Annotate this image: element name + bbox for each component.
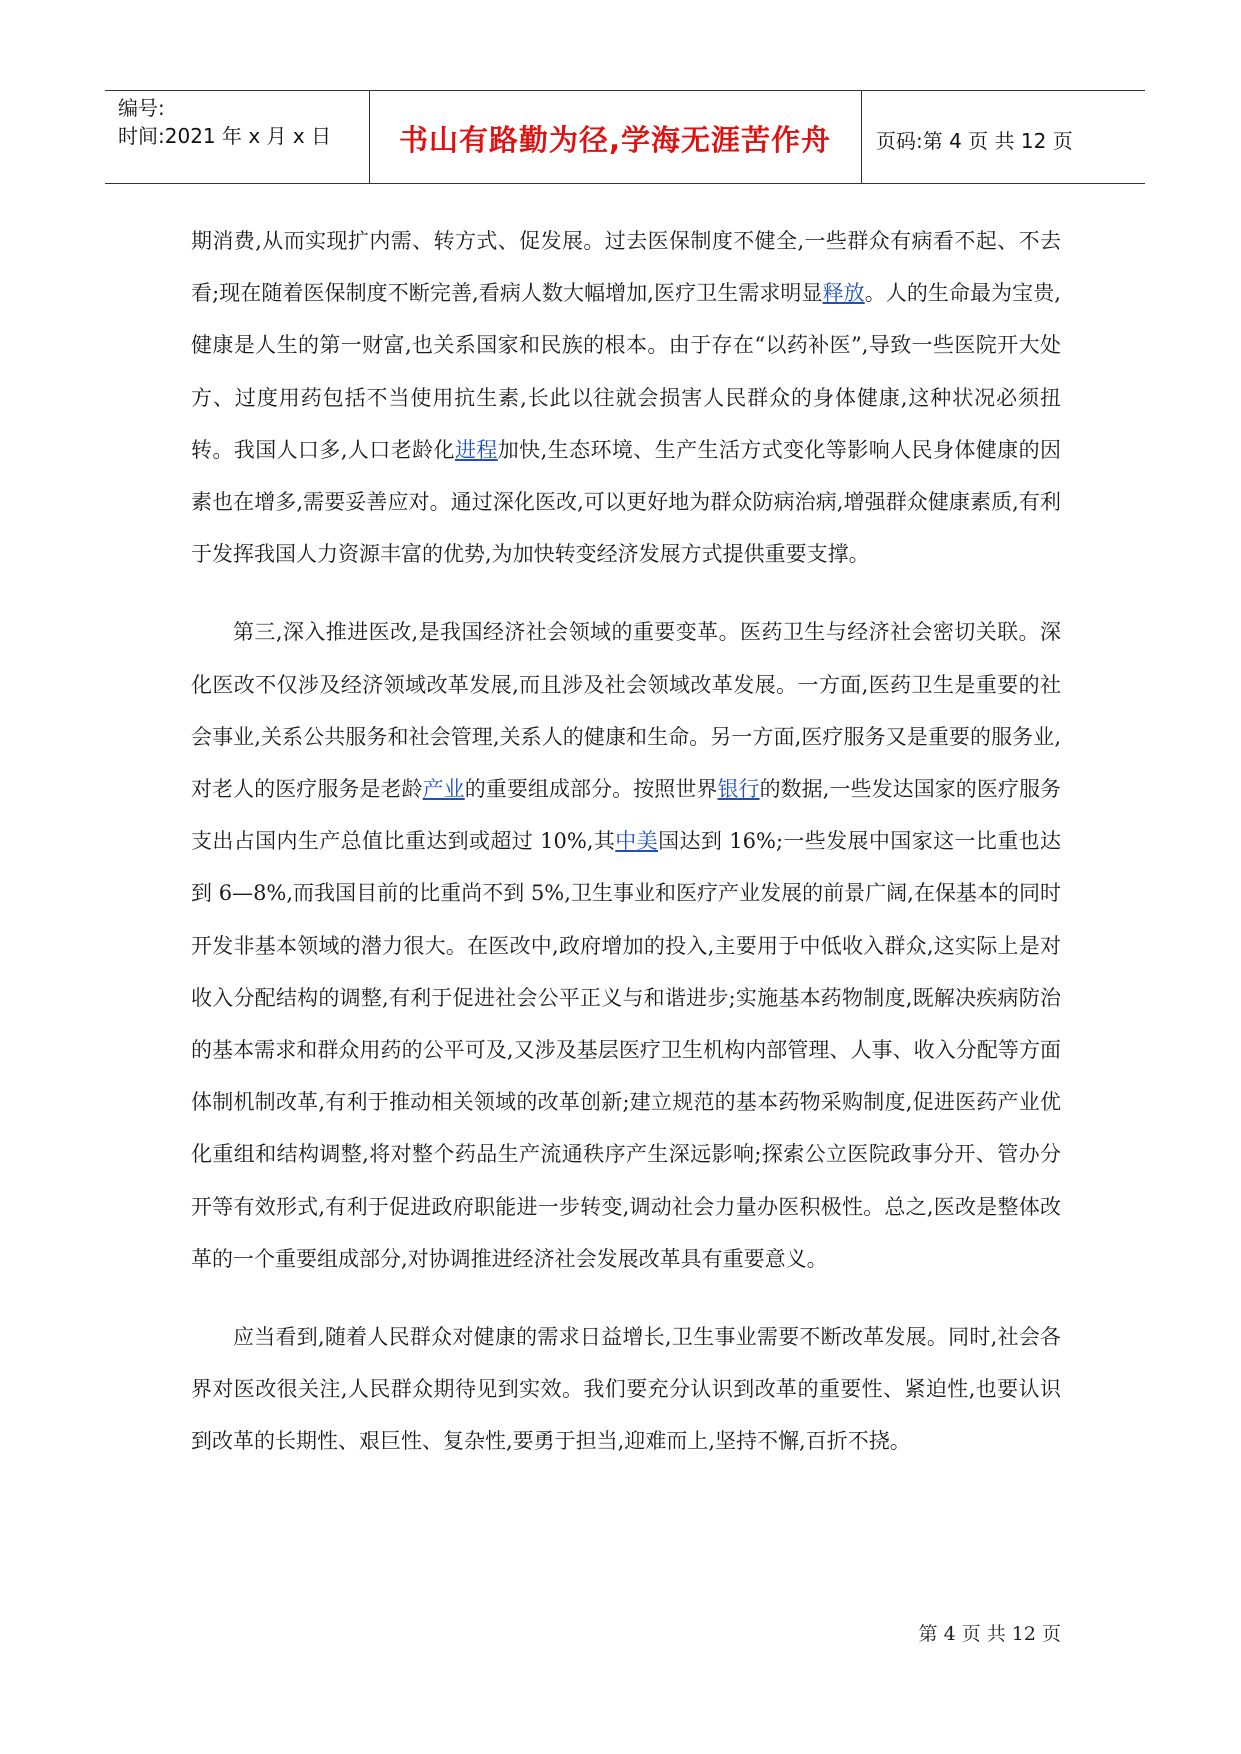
header-meta [118, 94, 331, 150]
link-jincheng[interactable]: 进程 [454, 437, 498, 462]
header-top-rule [105, 90, 1145, 91]
page-footer: 第 4 页 共 12 页 [918, 1623, 1061, 1645]
paragraph-2-text-1: 第三,深入推进医改,是我国经济社会领域的重要变革。医药卫生与经济社会密切关联。深化医改不仅涉及经济领域改革发展,而且涉及社会领域改革发展。一方面,医药卫生是重要的社会事业,关系公共服务和社会管理,关系人的健康和生命。另一方面,医疗服务又是重要的服务业,对老人的医疗服务是老龄 [191, 620, 1061, 802]
paragraph-2-text-4: 国达到 16%;一些发展中国家这一比重也达到 6—8%,而我国目前的比重尚不到 5%,卫生事业和医疗产业发展的前景广阔,在保基本的同时开发非基本领域的潜力很大。在医改中,政府增加的投入,主要用于中低收入群众,这实际上是对收入分配结构的调整,有利于促进社会公平正义与和谐进步;实施基本药物制度,既解决疾病防治的基本需求和群众用药的公平可及,又涉及基层医疗卫生机构内部管理、人事、收入分配等方面体制机制改革,有利于推动相关领域的改革创新;建立规范的基本药物采购制度,促进医药产业优化重组和结构调整,将对整个药品生产流通秩序产生深远影响;探索公立医院政事分开、管办分开等有效形式,有利于促进政府职能进一步转变,调动社会力量办医积极性。总之,医改是整体改革的一个重要组成部分,对协调推进经济社会发展改革具有重要意义。 [191, 829, 1061, 1271]
header-number [118, 94, 331, 122]
number-label: 编号: [118, 96, 165, 120]
header-time [118, 122, 331, 150]
paragraph-2 [191, 606, 1061, 1285]
paragraph-2-text-2: 的重要组成部分。按照世界 [464, 777, 718, 802]
header-divider-right [861, 90, 862, 183]
header-motto: 书山有路勤为径,学海无涯苦作舟 [398, 123, 832, 157]
paragraph-1-text-2: 。人的生命最为宝贵,健康是人生的第一财富,也关系国家和民族的根本。由于存在“以药补医”,导致一些医院开大处方、过度用药包括不当使用抗生素,长此以往就会损害人民群众的身体健康,这种状况必须扭转。我国人口多,人口老龄化 [191, 281, 1061, 462]
paragraph-1-text-1: 期消费,从而实现扩内需、转方式、促发展。过去医保制度不健全,一些群众有病看不起、不去看;现在随着医保制度不断完善,看病人数大幅增加,医疗卫生需求明显 [191, 229, 1061, 306]
paragraph-1 [191, 215, 1061, 580]
link-shifang[interactable]: 释放 [822, 281, 865, 306]
header-page-label: 页码:第 4 页 共 12 页 [876, 129, 1073, 153]
time-value: 2021 年 x 月 x 日 [164, 124, 332, 148]
link-zhongmei[interactable]: 中美 [615, 829, 659, 854]
document-body [191, 215, 1061, 1468]
paragraph-2-text-3: 的数据,一些发达国家的医疗服务支出占国内生产总值比重达到或超过 10%,其 [191, 777, 1062, 854]
paragraph-1-text-3: 加快,生态环境、生产生活方式变化等影响人民身体健康的因素也在增多,需要妥善应对。通过深化医改,可以更好地为群众防病治病,增强群众健康素质,有利于发挥我国人力资源丰富的优势,为加快转变经济发展方式提供重要支撑。 [191, 437, 1061, 567]
link-yinhang[interactable]: 银行 [717, 777, 760, 802]
header-bottom-rule [105, 183, 1145, 184]
time-label: 时间: [118, 124, 165, 148]
paragraph-3-text-1: 应当看到,随着人民群众对健康的需求日益增长,卫生事业需要不断改革发展。同时,社会各界对医改很关注,人民群众期待见到实效。我们要充分认识到改革的重要性、紧迫性,也要认识到改革的长期性、艰巨性、复杂性,要勇于担当,迎难而上,坚持不懈,百折不挠。 [191, 1325, 1061, 1454]
paragraph-3 [191, 1311, 1061, 1468]
link-chanye[interactable]: 产业 [422, 777, 465, 802]
